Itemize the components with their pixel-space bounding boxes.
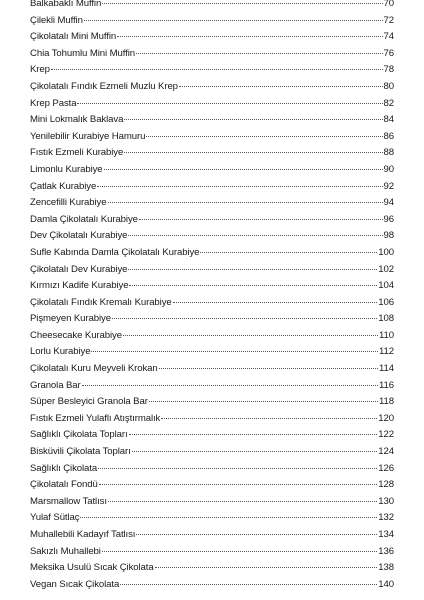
- toc-entry-title: Çatlak Kurabiye: [30, 180, 97, 192]
- toc-entry: [30, 444, 394, 461]
- toc-entry-title: Sağlıklı Çikolata: [30, 462, 98, 474]
- toc-entry-page-number: 124: [378, 446, 394, 458]
- toc-entry-page-number: 112: [379, 346, 394, 358]
- toc-entry: [30, 461, 394, 478]
- toc-entry-title: Marsmallow Tatlısı: [30, 495, 107, 507]
- dot-leader: [91, 351, 378, 352]
- toc-entry-title: Zencefilli Kurabiye: [30, 197, 107, 209]
- toc-entry-page-number: 86: [383, 130, 394, 142]
- toc-entry-title: Pişmeyen Kurabiye: [30, 313, 111, 325]
- dot-leader: [136, 534, 377, 535]
- dot-leader: [102, 551, 377, 552]
- dot-leader: [108, 202, 383, 203]
- toc-entry-page-number: 130: [378, 495, 394, 507]
- toc-entry-title: Yenilebilir Kurabiye Hamuru: [30, 130, 146, 142]
- toc-entry: [30, 394, 394, 411]
- dot-leader: [123, 335, 378, 336]
- toc-entry-page-number: 90: [383, 163, 394, 175]
- toc-entry-title: Balkabaklı Muffin: [30, 0, 102, 9]
- dot-leader: [104, 169, 383, 170]
- dot-leader: [146, 136, 382, 137]
- toc-entry: [30, 228, 394, 245]
- dot-leader: [159, 368, 378, 369]
- dot-leader: [200, 252, 377, 253]
- toc-entry: [30, 560, 394, 577]
- toc-entry-title: Krep: [30, 64, 50, 76]
- toc-entry-title: Limonlu Kurabiye: [30, 163, 103, 175]
- toc-entry-page-number: 94: [383, 197, 394, 209]
- dot-leader: [80, 517, 377, 518]
- toc-entry-title: Fıstık Ezmeli Yulaflı Atıştırmalık: [30, 412, 161, 424]
- toc-entry-title: Süper Besleyici Granola Bar: [30, 396, 148, 408]
- toc-entry: [30, 29, 394, 46]
- toc-entry-page-number: 118: [379, 396, 394, 408]
- dot-leader: [124, 152, 382, 153]
- toc-entry-page-number: 114: [379, 363, 394, 375]
- toc-entry-page-number: 120: [378, 412, 394, 424]
- toc-entry: [30, 96, 394, 113]
- toc-entry-page-number: 74: [383, 31, 394, 43]
- dot-leader: [124, 119, 382, 120]
- toc-entry-title: Fıstık Ezmeli Kurabiye: [30, 147, 124, 159]
- toc-entry-title: Çikolatalı Fındık Ezmeli Muzlu Krep: [30, 80, 178, 92]
- toc-entry-title: Kırmızı Kadife Kurabiye: [30, 280, 129, 292]
- toc-entry: [30, 328, 394, 345]
- dot-leader: [112, 318, 377, 319]
- toc-entry: [30, 527, 394, 544]
- toc-entry-title: Çikolatalı Kuru Meyveli Krokan: [30, 363, 158, 375]
- toc-entry-page-number: 78: [383, 64, 394, 76]
- table-of-contents: [30, 0, 394, 593]
- toc-entry-title: Çilekli Muffin: [30, 14, 83, 26]
- dot-leader: [102, 3, 382, 4]
- toc-entry-title: Lorlu Kurabiye: [30, 346, 91, 358]
- dot-leader: [132, 451, 378, 452]
- dot-leader: [139, 219, 383, 220]
- toc-entry-title: Sakızlı Muhallebi: [30, 545, 101, 557]
- toc-entry: [30, 212, 394, 229]
- toc-entry-page-number: 132: [378, 512, 394, 524]
- dot-leader: [99, 484, 378, 485]
- toc-entry: [30, 13, 394, 30]
- toc-entry: [30, 378, 394, 395]
- dot-leader: [155, 567, 378, 568]
- toc-entry: [30, 544, 394, 561]
- toc-entry-title: Cheesecake Kurabiye: [30, 329, 122, 341]
- dot-leader: [179, 86, 383, 87]
- toc-entry-page-number: 122: [378, 429, 394, 441]
- toc-entry-page-number: 72: [383, 14, 394, 26]
- toc-entry: [30, 145, 394, 162]
- toc-entry-title: Dev Çikolatalı Kurabiye: [30, 230, 128, 242]
- dot-leader: [117, 36, 382, 37]
- toc-entry-title: Sağlıklı Çikolata Topları: [30, 429, 128, 441]
- toc-entry: [30, 311, 394, 328]
- toc-entry: [30, 344, 394, 361]
- toc-entry-page-number: 116: [379, 379, 394, 391]
- toc-entry-page-number: 88: [383, 147, 394, 159]
- dot-leader: [84, 20, 383, 21]
- toc-entry-page-number: 138: [378, 562, 394, 574]
- dot-leader: [97, 186, 382, 187]
- dot-leader: [120, 584, 377, 585]
- dot-leader: [129, 434, 378, 435]
- toc-entry: [30, 427, 394, 444]
- toc-entry: [30, 577, 394, 594]
- toc-entry: [30, 262, 394, 279]
- toc-entry-page-number: 92: [383, 180, 394, 192]
- toc-entry-page-number: 70: [383, 0, 394, 9]
- toc-entry-title: Çikolatalı Dev Kurabiye: [30, 263, 128, 275]
- toc-entry: [30, 129, 394, 146]
- toc-entry-page-number: 96: [383, 213, 394, 225]
- toc-entry-page-number: 104: [378, 280, 394, 292]
- toc-entry-title: Vegan Sıcak Çikolata: [30, 578, 120, 590]
- toc-entry-page-number: 102: [378, 263, 394, 275]
- toc-entry-title: Yulaf Sütlaç: [30, 512, 80, 524]
- toc-entry-title: Çikolatalı Fındık Kremalı Kurabiye: [30, 296, 172, 308]
- dot-leader: [136, 53, 383, 54]
- toc-entry-page-number: 76: [383, 47, 394, 59]
- toc-entry-page-number: 84: [383, 114, 394, 126]
- toc-entry: [30, 295, 394, 312]
- toc-entry-page-number: 98: [383, 230, 394, 242]
- toc-entry-title: Damla Çikolatalı Kurabiye: [30, 213, 138, 225]
- toc-entry-title: Mini Lokmalık Baklava: [30, 114, 124, 126]
- toc-entry: [30, 79, 394, 96]
- toc-entry: [30, 195, 394, 212]
- toc-entry: [30, 162, 394, 179]
- dot-leader: [82, 385, 378, 386]
- toc-entry-page-number: 80: [383, 80, 394, 92]
- toc-entry: [30, 0, 394, 13]
- toc-entry-page-number: 128: [378, 479, 394, 491]
- toc-entry-page-number: 106: [378, 296, 394, 308]
- toc-entry-title: Sufle Kabında Damla Çikolatalı Kurabiye: [30, 246, 200, 258]
- toc-entry: [30, 477, 394, 494]
- dot-leader: [108, 501, 377, 502]
- toc-entry: [30, 245, 394, 262]
- toc-entry-title: Çikolatalı Fondü: [30, 479, 98, 491]
- toc-entry: [30, 62, 394, 79]
- toc-entry-title: Krep Pasta: [30, 97, 77, 109]
- toc-entry-title: Bisküvili Çikolata Topları: [30, 446, 131, 458]
- toc-entry-page-number: 110: [379, 329, 394, 341]
- toc-entry-title: Chia Tohumlu Mini Muffin: [30, 47, 135, 59]
- toc-entry: [30, 411, 394, 428]
- dot-leader: [128, 269, 377, 270]
- toc-entry-page-number: 100: [378, 246, 394, 258]
- toc-entry: [30, 46, 394, 63]
- toc-entry-page-number: 126: [378, 462, 394, 474]
- dot-leader: [98, 468, 377, 469]
- toc-entry-title: Muhallebili Kadayıf Tatlısı: [30, 529, 136, 540]
- toc-entry-page-number: 136: [378, 545, 394, 557]
- toc-entry-page-number: 108: [378, 313, 394, 325]
- dot-leader: [161, 418, 377, 419]
- toc-entry: [30, 361, 394, 378]
- toc-entry: [30, 494, 394, 511]
- toc-entry-title: Meksika Usulü Sıcak Çikolata: [30, 562, 154, 574]
- dot-leader: [128, 235, 382, 236]
- toc-entry-page-number: 134: [378, 529, 394, 540]
- toc-entry: [30, 278, 394, 295]
- dot-leader: [129, 285, 377, 286]
- dot-leader: [77, 103, 382, 104]
- dot-leader: [173, 302, 378, 303]
- toc-entry-title: Çikolatalı Mini Muffin: [30, 31, 117, 43]
- toc-entry-title: Granola Bar: [30, 379, 81, 391]
- toc-entry-page-number: 140: [378, 578, 394, 590]
- toc-entry-page-number: 82: [383, 97, 394, 109]
- dot-leader: [149, 401, 378, 402]
- toc-entry: [30, 112, 394, 129]
- toc-entry: [30, 179, 394, 196]
- dot-leader: [51, 69, 383, 70]
- toc-entry: [30, 510, 394, 527]
